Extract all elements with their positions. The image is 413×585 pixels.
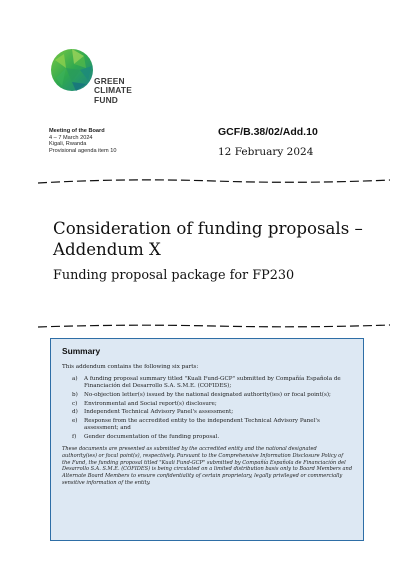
title-line-2: Addendum X [53,240,161,259]
meeting-dates: 4 – 7 March 2024 [49,134,93,141]
globe-logo-icon [50,48,94,92]
logo-line-climate: CLIMATE [94,85,132,96]
list-item-text: Gender documentation of the funding proposal. [84,433,220,440]
list-item-text: Response from the accredited entity to the independent Technical Advisory Panel's assessment; and [84,417,320,432]
logo-line-green: GREEN [94,76,125,86]
top-wavy-divider [38,178,390,184]
document-reference [218,126,378,158]
list-marker: d) [72,409,78,416]
list-item [62,409,353,416]
list-marker: e) [72,417,78,424]
list-marker: f) [72,433,77,440]
logo-wordmark [94,77,132,105]
page-subtitle: Funding proposal package for FP230 [53,268,295,283]
logo-line-fund: FUND [94,94,119,105]
list-item-text: A funding proposal summary titled "Kuali Fund-GCP" submitted by Compañía Española de Financiación del Desarrollo S.A. S.M.E. (COFIDES); [84,376,341,390]
list-item-text: Independent Technical Advisory Panel's assessment; [84,409,234,416]
bottom-wavy-divider [38,323,390,329]
meeting-heading: Meeting of the Board [49,128,105,134]
list-item [62,434,353,441]
list-item [62,376,353,391]
title-line-1: Consideration of funding proposals – [53,219,363,238]
summary-box [50,338,364,541]
list-marker: a) [72,376,78,382]
document-number: GCF/B.38/02/Add.10 [218,126,318,138]
list-item-text: Environmental and Social report(s) disclosure; [84,400,217,407]
summary-heading: Summary [62,346,101,356]
page-title [53,218,398,260]
summary-note: These documents are presented as submitted by the accredited entity and the national designated authority(ies) or focal point(s), respectively. Pursuant to the Comprehensive Information Disclosure Policy of the Fund, the funding proposal titled "Kuali Fund-GCP" submitted by Compañía Española de Financiación del Desarrollo S.A. S.M.E. (COFIDES) is being circulated on a limited distribution basis only to Board Members and Alternate Board Members to ensure confidentiality of certain proprietary, legally privileged or commercially sensitive information of the entity. [62,446,353,486]
list-item [62,392,353,399]
list-marker: c) [72,400,78,407]
list-marker: b) [72,392,78,398]
document-date: 12 February 2024 [218,146,314,158]
list-item [62,418,353,433]
summary-intro: This addendum contains the following six parts: [62,364,199,370]
meeting-location: Kigali, Rwanda [49,141,87,148]
list-item [62,401,353,408]
meeting-info [49,128,189,154]
list-item-text: No-objection letter(s) issued by the national designated authority(ies) or focal point(s); [84,392,331,398]
agenda-item: Provisional agenda item 10 [49,147,117,154]
gcf-logo [50,48,140,110]
summary-list [62,376,353,441]
